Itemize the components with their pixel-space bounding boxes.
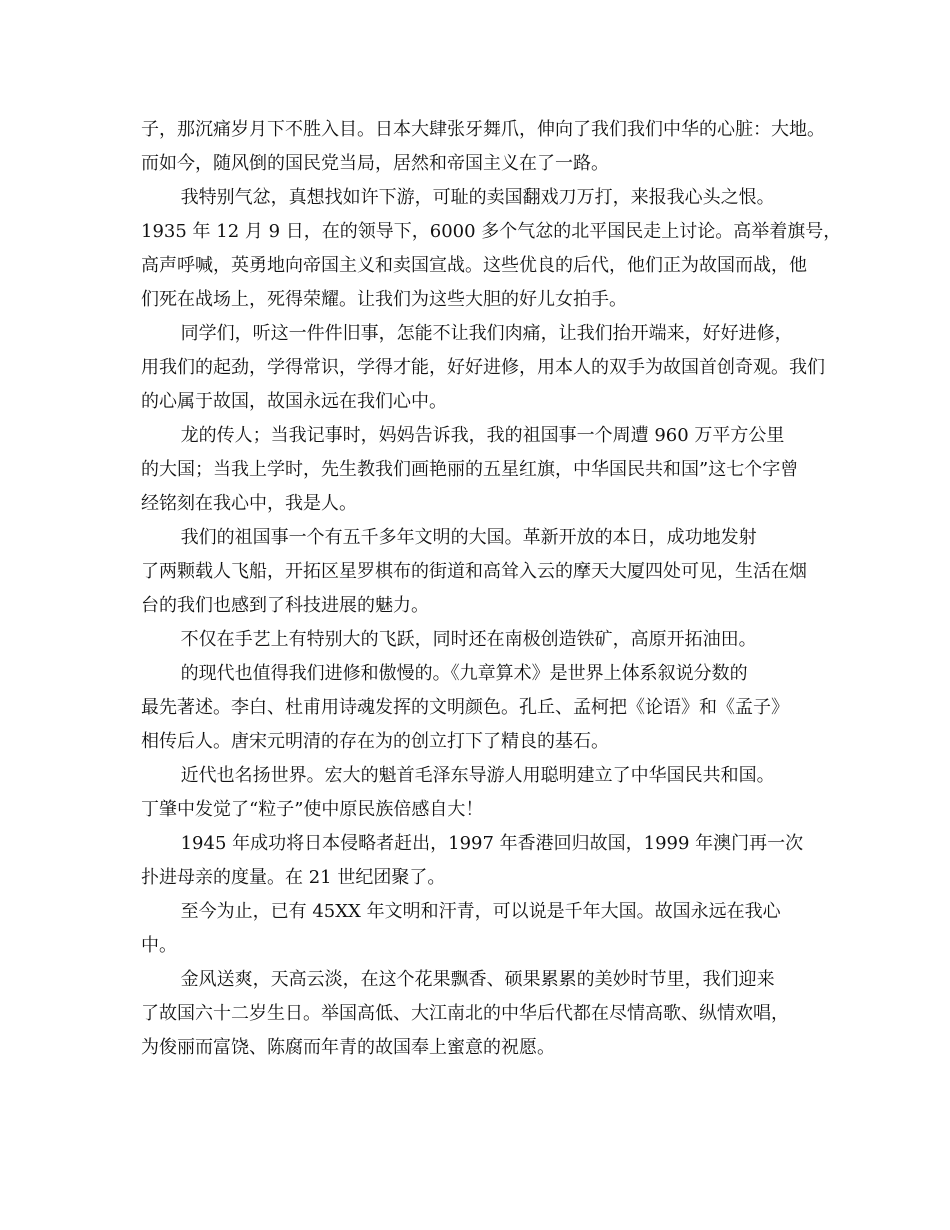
paragraph-10 <box>141 895 831 963</box>
text-line: 1935 年 12 月 9 日，在的领导下，6000 多个气忿的北平国民走上讨论。高举着旗号， <box>141 221 842 242</box>
text-line: 相传后人。唐宋元明清的存在为的创立打下了精良的基石。 <box>141 731 609 752</box>
text-line: 最先著述。李白、杜甫用诗魂发挥的文明颜色。孔丘、孟柯把《论语》和《孟子》 <box>141 697 789 718</box>
paragraph-8 <box>141 759 831 827</box>
text-line: 1945 年成功将日本侵略者赶出，1997 年香港回归故国，1999 年澳门再一次 <box>180 833 804 854</box>
paragraph-6 <box>141 623 831 657</box>
text-line: 的心属于故国，故国永远在我们心中。 <box>141 391 447 412</box>
text-line: 子，那沉痛岁月下不胜入目。日本大肆张牙舞爪，伸向了我们我们中华的心脏：大地。 <box>141 119 825 140</box>
text-line: 近代也名扬世界。宏大的魁首毛泽东导游人用聪明建立了中华国民共和国。 <box>180 765 775 786</box>
text-line: 们死在战场上，死得荣耀。让我们为这些大胆的好儿女拍手。 <box>141 289 627 310</box>
paragraph-4 <box>141 419 831 521</box>
text-line: 经铭刻在我心中，我是人。 <box>141 493 357 514</box>
text-line: 了两颗载人飞船，开拓区星罗棋布的街道和高耸入云的摩天大厦四处可见，生活在烟 <box>141 561 807 582</box>
paragraph-5 <box>141 521 831 623</box>
text-line: 的大国；当我上学时，先生教我们画艳丽的五星红旗，中华国民共和国”这七个字曾 <box>141 459 799 480</box>
paragraph-2 <box>141 181 842 317</box>
text-line: 不仅在手艺上有特别大的飞跃，同时还在南极创造铁矿，高原开拓油田。 <box>180 629 757 650</box>
text-line: 龙的传人；当我记事时，妈妈告诉我，我的祖国事一个周遭 960 万平方公里 <box>180 425 785 446</box>
text-line: 我们的祖国事一个有五千多年文明的大国。革新开放的本日，成功地发射 <box>180 527 757 548</box>
paragraph-1 <box>141 113 831 181</box>
text-line: 台的我们也感到了科技进展的魅力。 <box>141 595 429 616</box>
text-line: 我特别气忿，真想找如许下游，可耻的卖国翻戏刀万打，来报我心头之恨。 <box>180 187 775 208</box>
document-body <box>141 113 842 1065</box>
text-line: 高声呼喊，英勇地向帝国主义和卖国宣战。这些优良的后代，他们正为故国而战，他 <box>141 255 807 276</box>
text-line: 用我们的起劲，学得常识，学得才能，好好进修，用本人的双手为故国首创奇观。我们 <box>141 357 825 378</box>
text-line: 金风送爽，天高云淡，在这个花果飘香、硕果累累的美妙时节里，我们迎来 <box>180 969 775 990</box>
text-line: 为俊丽而富饶、陈腐而年青的故国奉上蜜意的祝愿。 <box>141 1037 555 1058</box>
text-line: 中。 <box>141 935 177 956</box>
text-line: 而如今，随风倒的国民党当局，居然和帝国主义在了一路。 <box>141 153 609 174</box>
text-line: 扑进母亲的度量。在 21 世纪团聚了。 <box>141 867 446 888</box>
text-line: 同学们，听这一件件旧事，怎能不让我们肉痛，让我们抬开端来，好好进修， <box>180 323 793 344</box>
paragraph-7 <box>141 657 831 759</box>
paragraph-3 <box>141 317 831 419</box>
text-line: 丁肇中发觉了“粒子”使中原民族倍感自大！ <box>141 799 484 820</box>
paragraph-11 <box>141 963 831 1065</box>
text-line: 至今为止，已有 45XX 年文明和汗青，可以说是千年大国。故国永远在我心 <box>180 901 781 922</box>
paragraph-9 <box>141 827 831 895</box>
text-line: 了故国六十二岁生日。举国高低、大江南北的中华后代都在尽情高歌、纵情欢唱， <box>141 1003 789 1024</box>
text-line: 的现代也值得我们进修和傲慢的。《九章算术》是世界上体系叙说分数的 <box>180 663 748 684</box>
